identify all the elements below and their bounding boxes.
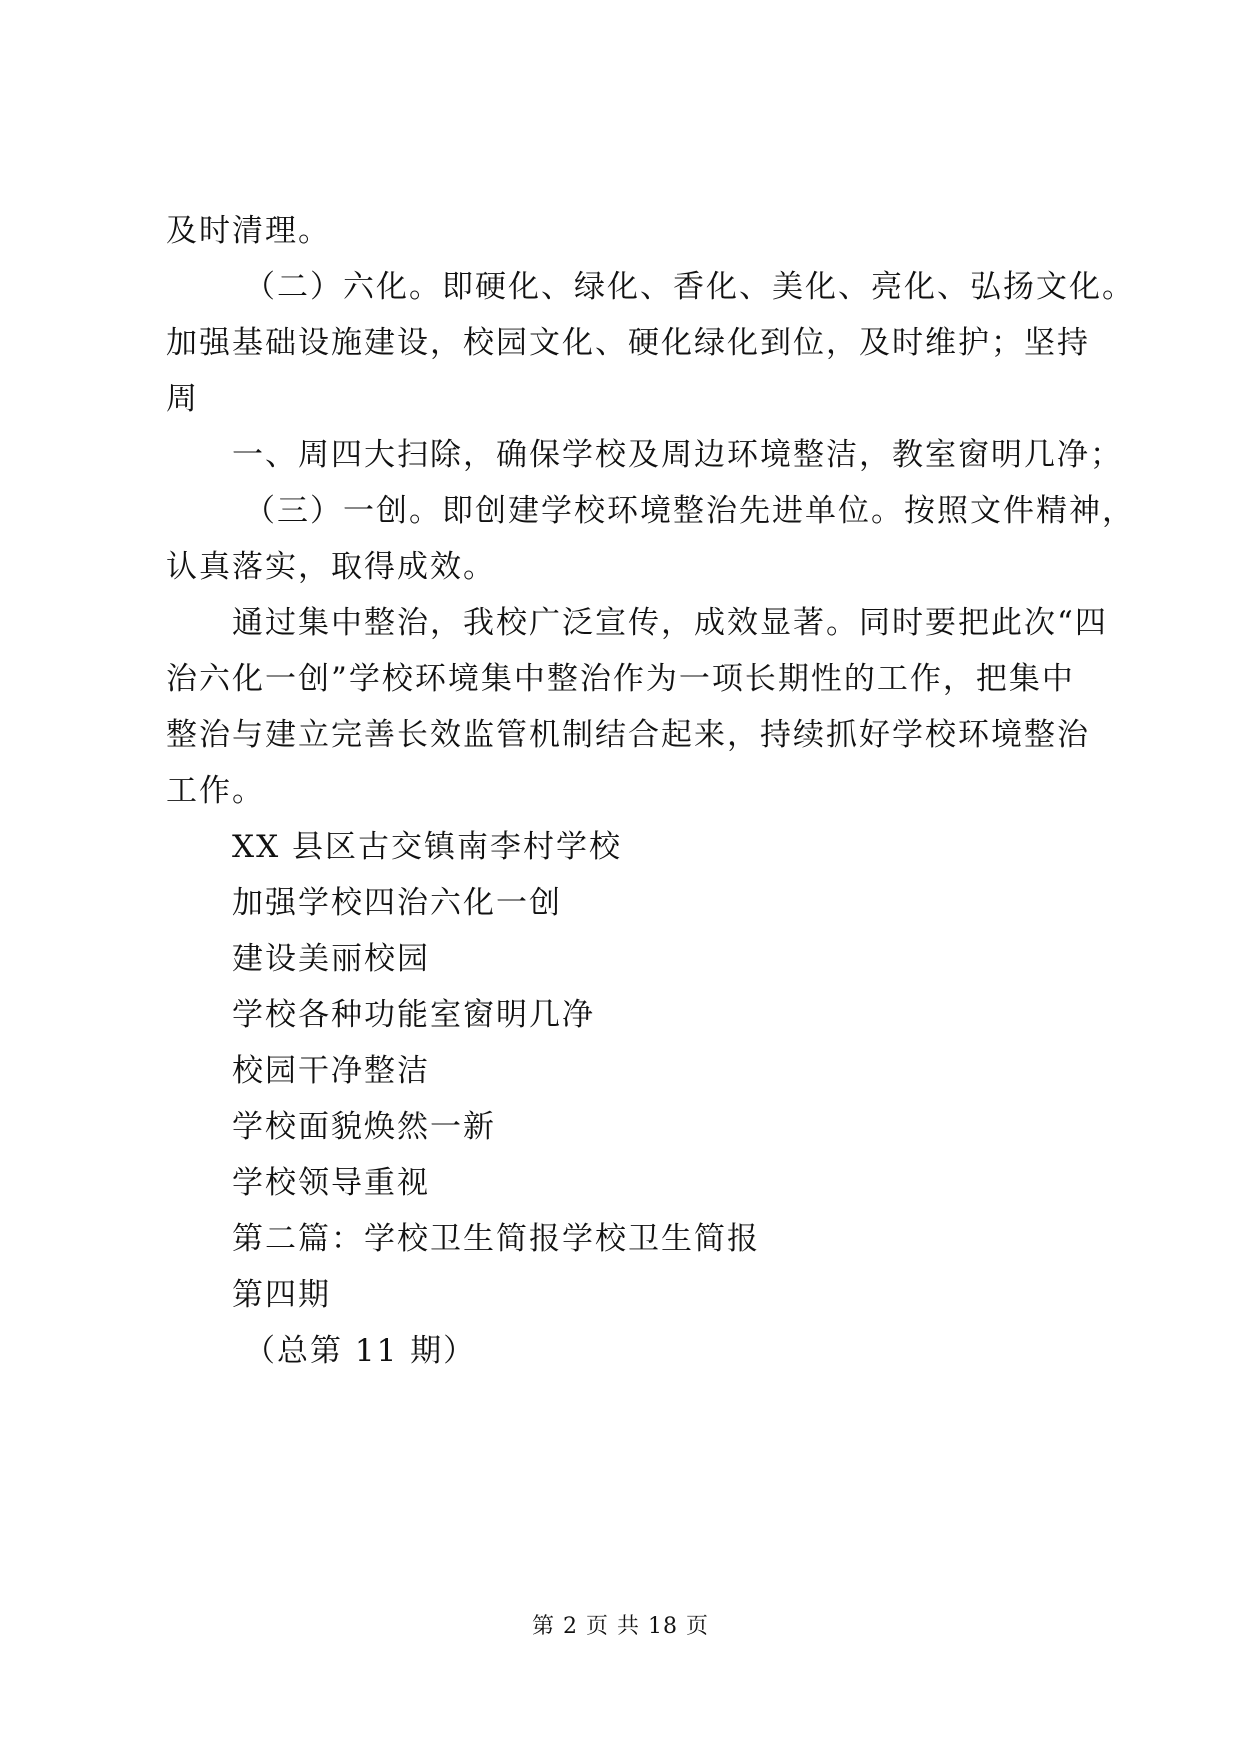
text-line: 周 xyxy=(166,381,199,417)
text-line: 及时清理。 xyxy=(166,213,331,249)
text-line: XX 县区古交镇南李村学校 xyxy=(232,829,622,865)
text-line: 建设美丽校园 xyxy=(232,941,430,977)
text-line: 学校面貌焕然一新 xyxy=(232,1109,496,1145)
text-line: （二）六化。即硬化、绿化、香化、美化、亮化、弘扬文化。 xyxy=(244,269,1135,305)
section-heading: 第二篇：学校卫生简报学校卫生简报 xyxy=(232,1221,760,1257)
text-line: （总第 11 期） xyxy=(244,1333,477,1369)
text-line: 第四期 xyxy=(232,1277,331,1313)
text-line: 学校各种功能室窗明几净 xyxy=(232,997,595,1033)
text-line: 通过集中整治，我校广泛宣传，成效显著。同时要把此次“四 xyxy=(232,605,1108,641)
text-line: 认真落实，取得成效。 xyxy=(166,549,496,585)
text-line: 加强学校四治六化一创 xyxy=(232,885,562,921)
text-line: （三）一创。即创建学校环境整治先进单位。按照文件精神， xyxy=(244,493,1135,529)
text-line: 校园干净整洁 xyxy=(232,1053,430,1089)
page-number-footer: 第 2 页 共 18 页 xyxy=(532,1614,709,1639)
text-line: 一、周四大扫除，确保学校及周边环境整洁，教室窗明几净； xyxy=(232,437,1123,473)
text-line: 整治与建立完善长效监管机制结合起来，持续抓好学校环境整治 xyxy=(166,717,1090,753)
text-line: 工作。 xyxy=(166,773,265,809)
text-line: 学校领导重视 xyxy=(232,1165,430,1201)
text-line: 治六化一创”学校环境集中整治作为一项长期性的工作，把集中 xyxy=(166,661,1075,697)
text-line: 加强基础设施建设，校园文化、硬化绿化到位，及时维护；坚持 xyxy=(166,325,1090,361)
